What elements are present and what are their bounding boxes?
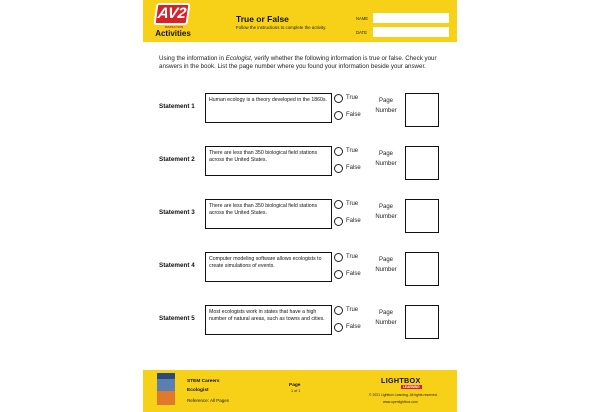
lightbox-logo-sub: LEARNING (403, 385, 420, 389)
false-label: False (346, 165, 361, 171)
date-field[interactable] (373, 27, 449, 37)
footer-series: STEM Careers (187, 379, 220, 384)
false-radio[interactable] (334, 323, 343, 332)
page-number-label: Page Number (375, 151, 397, 167)
name-field[interactable] (373, 13, 449, 23)
statement-label: Statement 5 (159, 315, 195, 322)
page-title: True or False (236, 14, 289, 24)
true-label: True (346, 95, 359, 101)
true-radio[interactable] (334, 200, 343, 209)
worksheet-page (143, 0, 457, 412)
true-label: True (346, 307, 359, 313)
lightbox-logo: LIGHTBOX (381, 376, 421, 385)
statement-row (143, 199, 457, 243)
instructions-text: Using the information in Ecologist, verify whether the following information is true or false. Check your answers in the book. List the page number where you found your information beside your answer. (159, 55, 437, 71)
false-label: False (346, 324, 361, 330)
statement-row (143, 93, 457, 137)
footer-page-count: 1 of 1 (291, 389, 301, 393)
false-label: False (346, 218, 361, 224)
false-label: False (346, 112, 361, 118)
false-radio[interactable] (334, 217, 343, 226)
page-number-field[interactable] (405, 305, 439, 339)
av2-logo (147, 3, 197, 40)
true-radio[interactable] (334, 253, 343, 262)
footer-copyright: © 2021 Lightbox Learning. All rights reserved. (369, 393, 438, 397)
book-cover-image (157, 373, 175, 405)
statement-row (143, 305, 457, 349)
footer-book-title: Ecologist (187, 388, 209, 393)
date-label: DATE (356, 30, 367, 35)
footer-reference: Reference: All Pages (187, 398, 230, 403)
statement-label: Statement 1 (159, 103, 195, 110)
page-number-label: Page Number (375, 204, 397, 220)
logo-badge: AV2 (153, 3, 190, 25)
true-radio[interactable] (334, 147, 343, 156)
statement-row (143, 252, 457, 296)
statement-text-box: Most ecologists work in states that have a high number of natural areas, such as towns and cities. (205, 305, 332, 335)
true-radio[interactable] (334, 94, 343, 103)
statement-row (143, 146, 457, 190)
true-label: True (346, 201, 359, 207)
footer-website: www.openlightbox.com (383, 400, 418, 404)
true-label: True (346, 254, 359, 260)
page-subtitle: Follow the instructions to complete the activity. (236, 25, 327, 30)
page-number-field[interactable] (405, 199, 439, 233)
statement-text-box: Computer modeling software allows ecologists to create simulations of events. (205, 252, 332, 282)
statement-label: Statement 2 (159, 156, 195, 163)
page-number-label: Page Number (375, 98, 397, 114)
page-number-label: Page Number (375, 310, 397, 326)
book-title: Ecologist (225, 55, 251, 62)
true-radio[interactable] (334, 306, 343, 315)
statement-label: Statement 4 (159, 262, 195, 269)
page-number-label: Page Number (375, 257, 397, 273)
page-number-field[interactable] (405, 252, 439, 286)
footer-page-label: Page (289, 383, 301, 388)
false-radio[interactable] (334, 270, 343, 279)
statement-label: Statement 3 (159, 209, 195, 216)
footer-bar (143, 370, 457, 412)
name-label: NAME (356, 16, 369, 21)
page-number-field[interactable] (405, 93, 439, 127)
true-label: True (346, 148, 359, 154)
statement-text-box: There are less than 350 biological field stations across the United States. (205, 199, 332, 229)
activities-label: Activities (155, 29, 191, 38)
page-number-field[interactable] (405, 146, 439, 180)
false-radio[interactable] (334, 111, 343, 120)
statement-text-box: There are less than 350 biological field stations across the United States. (205, 146, 332, 176)
false-label: False (346, 271, 361, 277)
false-radio[interactable] (334, 164, 343, 173)
header-bar (143, 0, 457, 42)
statement-text-box: Human ecology is a theory developed in the 1860s. (205, 93, 332, 123)
logo-subtext: INSPECTION (164, 25, 184, 29)
